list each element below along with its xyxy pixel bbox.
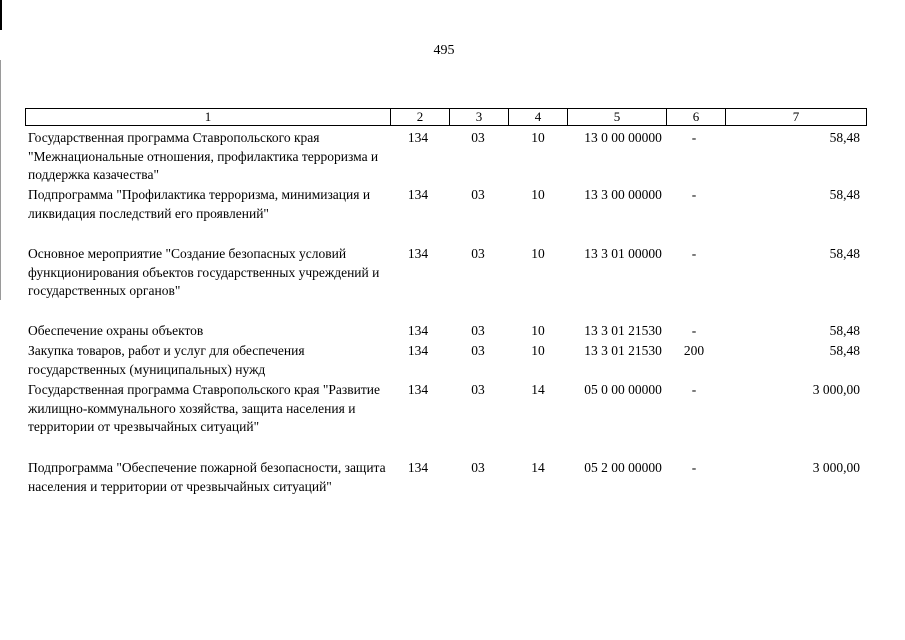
header-col-7: 7 [726,109,867,126]
row-col-6: 200 [683,343,705,358]
row-col-2: 134 [407,246,429,261]
header-col-3: 3 [450,109,509,126]
row-col-3: 03 [471,246,485,261]
row-col-5: 13 3 01 21530 [584,323,662,338]
row-col-4: 10 [531,246,545,261]
row-col-2: 134 [407,382,429,397]
row-col-6: - [691,460,697,475]
row-amount: 58,48 [829,187,860,202]
row-col-6: - [691,187,697,202]
row-amount: 58,48 [829,130,860,145]
row-col-2: 134 [407,187,429,202]
row-amount: 3 000,00 [812,460,860,475]
row-col-2: 134 [407,343,429,358]
row-name: Основное мероприятие "Создание безопасных условий функционирования объектов государственных учреждений и государственных органов" [28,246,380,298]
row-col-4: 10 [531,343,545,358]
row-col-2: 134 [407,130,429,145]
row-col-6: - [691,382,697,397]
row-col-3: 03 [471,323,485,338]
row-col-3: 03 [471,187,485,202]
row-name: Подпрограмма "Профилактика терроризма, минимизация и ликвидация последствий его проявлений" [28,187,371,221]
row-col-5: 13 3 01 00000 [584,246,662,261]
row-amount: 58,48 [829,343,860,358]
row-col-3: 03 [471,343,485,358]
row-col-5: 13 3 00 00000 [584,187,662,202]
row-name: Обеспечение охраны объектов [28,323,204,338]
row-col-2: 134 [407,323,429,338]
row-col-4: 10 [531,130,545,145]
header-col-4: 4 [509,109,568,126]
row-amount: 58,48 [829,246,860,261]
row-name: Подпрограмма "Обеспечение пожарной безопасности, защита населения и территории от чрезвычайных ситуаций" [28,460,386,494]
row-col-6: - [691,323,697,338]
row-amount: 58,48 [829,323,860,338]
row-col-6: - [691,246,697,261]
row-col-5: 13 0 00 00000 [584,130,662,145]
row-col-3: 03 [471,382,485,397]
header-col-5: 5 [568,109,667,126]
row-col-3: 03 [471,130,485,145]
header-col-2: 2 [391,109,450,126]
row-col-5: 13 3 01 21530 [584,343,662,358]
row-col-2: 134 [407,460,429,475]
row-amount: 3 000,00 [812,382,860,397]
row-name: Государственная программа Ставропольского края "Развитие жилищно-коммунального хозяйства, защита населения и территории от чрезвычайных ситуаций" [28,382,380,434]
row-col-4: 10 [531,187,545,202]
row-name: Государственная программа Ставропольского края "Межнациональные отношения, профилактика терроризма и поддержка казачества" [28,130,379,182]
row-col-4: 10 [531,323,545,338]
row-col-6: - [691,130,697,145]
row-col-3: 03 [471,460,485,475]
header-col-6: 6 [667,109,726,126]
header-col-1: 1 [26,109,391,126]
row-name: Закупка товаров, работ и услуг для обеспечения государственных (муниципальных) нужд [28,343,305,377]
row-col-4: 14 [531,382,545,397]
page-number: 495 [433,43,455,58]
column-number-header [25,108,867,126]
scan-edge-mark [0,0,2,30]
row-col-4: 14 [531,460,545,475]
row-col-5: 05 0 00 00000 [584,382,662,397]
row-col-5: 05 2 00 00000 [584,460,662,475]
scan-edge-line [0,60,1,300]
